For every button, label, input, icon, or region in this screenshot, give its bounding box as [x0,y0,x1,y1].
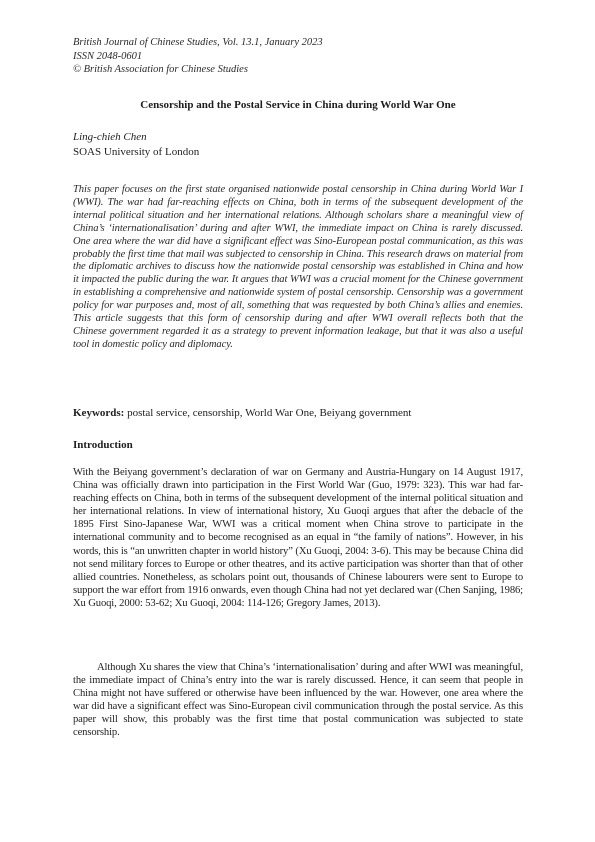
author-block [73,130,199,159]
journal-issn: ISSN 2048-0601 [73,50,143,62]
keywords-label: Keywords: [73,407,125,419]
keywords-line [73,406,411,420]
keywords-list: postal service, censorship, World War One, Beiyang government [127,407,412,419]
journal-copyright: © British Association for Chinese Studies [73,64,248,76]
journal-citation: British Journal of Chinese Studies, Vol. 13.1, January 2023 [73,37,323,48]
body-paragraph-1: With the Beiyang government’s declaration of war on Germany and Austria-Hungary on 14 August 1917, China was officially drawn into participation in the First World War (Guo, 1979: 323). This war had far-reaching effects on China, both in terms of the subsequent development of the internal political situation and her international relations. In view of international history, Xu Guoqi argues that after the debacle of the 1895 First Sino-Japanese War, WWI was a critical moment when China strove to participate in the international community and to become recognised as an equal in “the family of nations”. However, in his words, this is “an unwritten chapter in world history” (Xu Guoqi, 2004: 3-6). This may be because China did not send military forces to Europe or other theatres, and its active participation was shorter than that of other allied countries. Nonetheless, as scholars point out, thousands of Chinese labourers were sent to Europe to support the war effort from 1916 onwards, even though China had not yet declared war (Chen Sanjing, 1986; Xu Guoqi, 2000: 53-62; Xu Guoqi, 2004: 114-126; Gregory James, 2013). [73,467,523,609]
article-title: Censorship and the Postal Service in China during World War One [140,99,456,111]
author-affiliation: SOAS University of London [73,145,200,158]
abstract: This paper focuses on the first state organised nationwide postal censorship in China during World War I (WWI). The war had far-reaching effects on China, both in terms of the subsequent development of the internal political situation and her international relations. Although scholars share a meaningful view of China’s ‘internationalisation’ during and after WWI, the immediate impact on China is rarely discussed. One area where the war did have a significant effect was Sino-European postal communication, as this was probably the first time that mail was subjected to censorship in China. This research draws on material from the diplomatic archives to discuss how the nationwide postal censorship was established in China and how it impacted the public during the war. It argues that WWI was a crucial moment for the Chinese government in establishing a comprehensive and nationwide system of postal censorship. Censorship was a government policy for war purposes and, most of all, something that was requested by both China’s allies and enemies. This article suggests that this form of censorship during and after WWI overall reflects both that the Chinese government regarded it as a strategy to prevent information leakage, but that it was also a useful tool in domestic policy and diplomacy. [73,184,523,350]
journal-header [73,36,523,77]
section-heading: Introduction [73,439,133,451]
author-name: Ling-chieh Chen [73,131,147,143]
body-paragraph-2: Although Xu shares the view that China’s ‘internationalisation’ during and after WWI was meaningful, the immediate impact of China’s entry into the war is rarely discussed. Hence, it can seem that people in China might not have suffered or otherwise have been influenced by the war. However, one area where the war did have a significant effect was Sino-European civil communication through the postal service. As this paper will show, this probably was the first time that postal communication was subjected to state censorship. [73,662,523,739]
